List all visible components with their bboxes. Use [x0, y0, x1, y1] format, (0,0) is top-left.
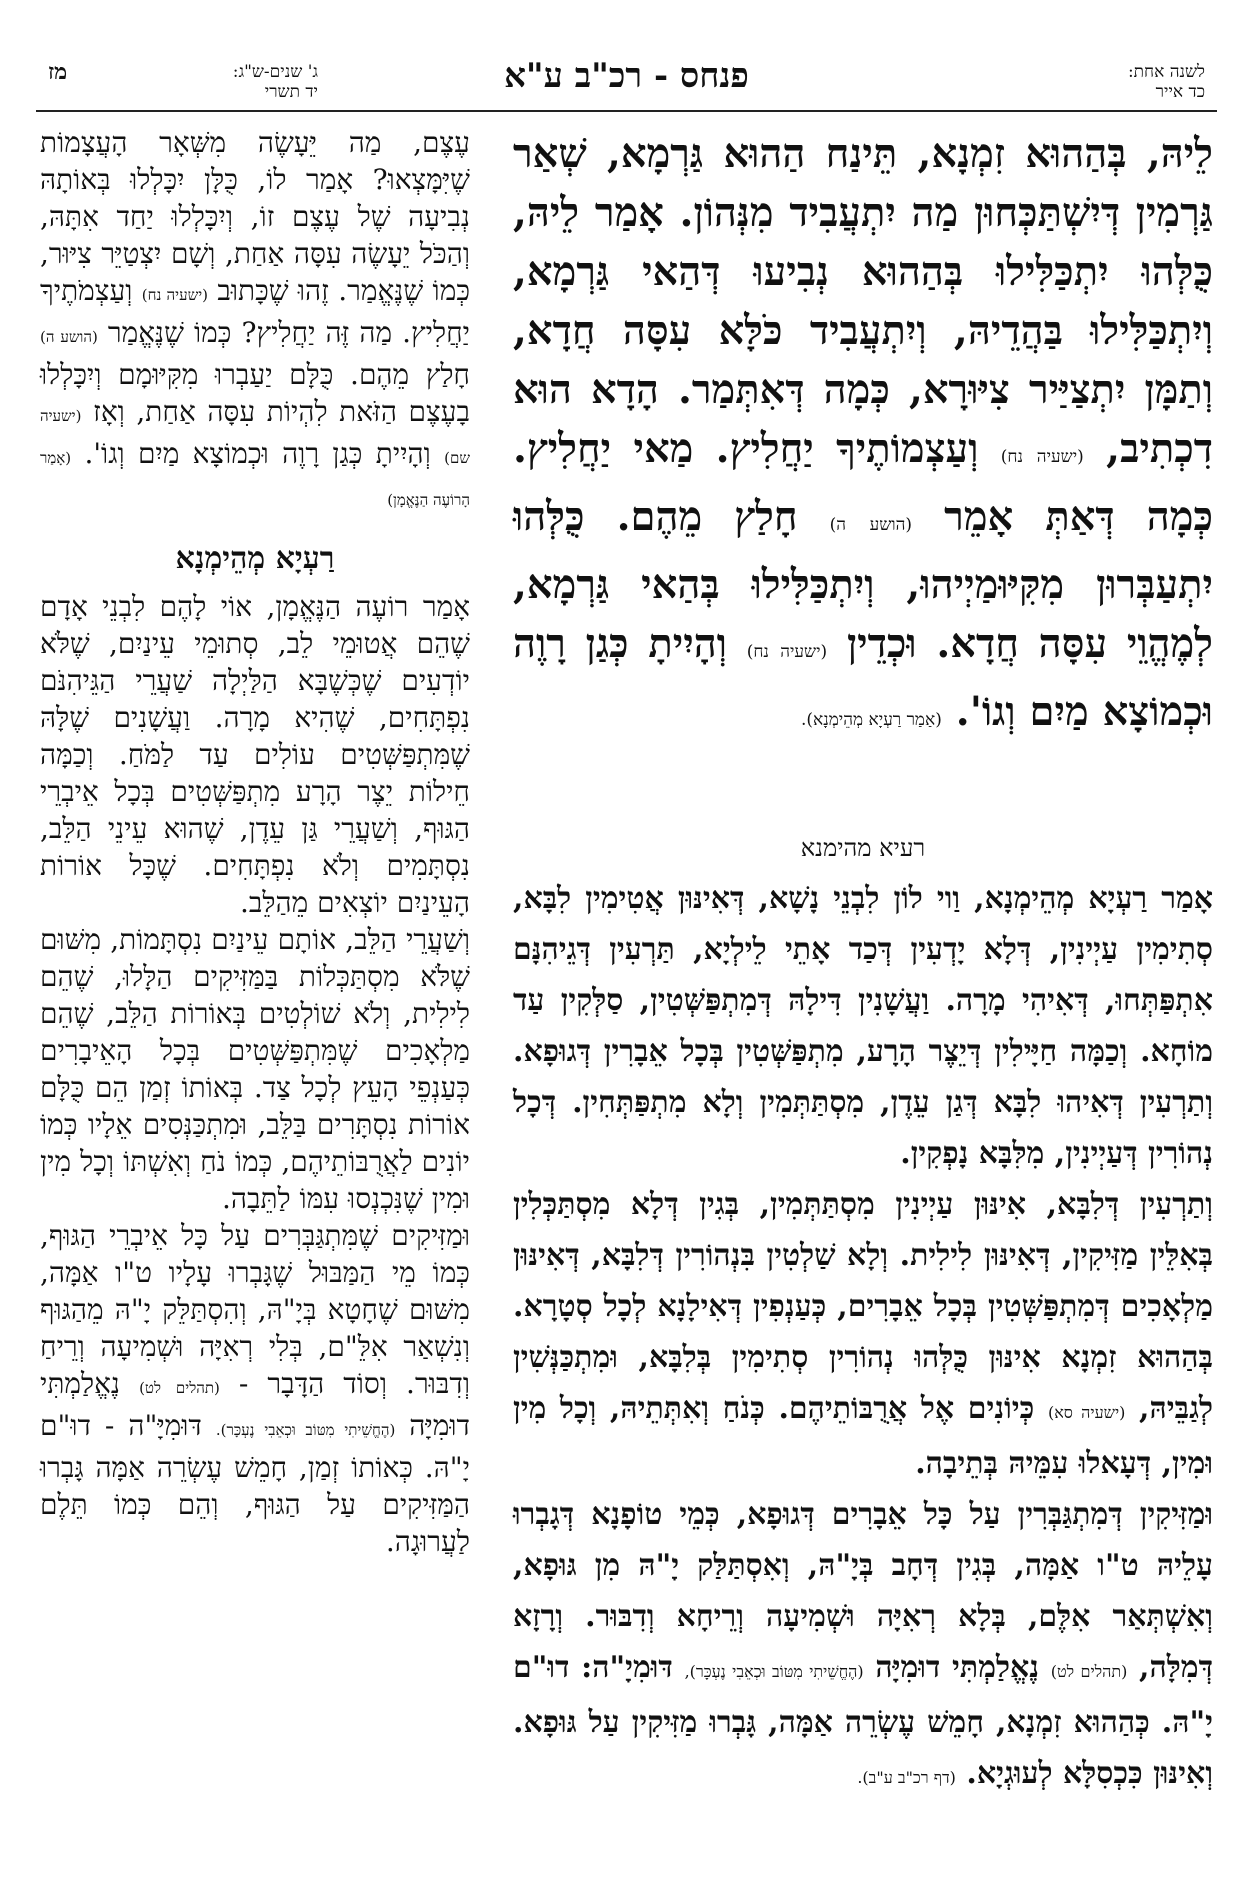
one-year-date: כד אייר [1155, 82, 1205, 102]
translation-paragraph-3: וְשַׁעֲרֵי הַלֵּב, אוֹתָם עֵינַיִם נִסְתָּמוֹת, מִשּׁוּם שֶׁלֹּא מִסְתַּכְּלוֹת בַּמַּזִּיקִים הַלָּלוּ, שֶׁהֵם לִילִית, וְלֹא שׁוֹלְטִים בְּאוֹרוֹת הַלֵּב, שֶׁהֵם מַלְאָכִים שֶׁמִּתְפַּשְּׁטִים בְּכָל הָאֵיבָרִים כְּעַנְפֵי הָעֵץ לְכָל צַד. בְּאוֹתוֹ זְמַן הֵם כֻּלָּם אוֹרוֹת נִסְתָּרִים בַּלֵּב, וּמִתְכַּנְּסִים אֵלָיו כְּמוֹ יוֹנִים לַאֲרֻבּוֹתֵיהֶם, כְּמוֹ נֹחַ וְאִשְׁתּוֹ וְכָל מִין וּמִין שֶׁנִּכְנְסוּ עִמּוֹ לַתֵּבָה. [40, 923, 470, 1215]
end-note: (אַמַר רַעְיָא מְהֵימְנָא). [800, 710, 942, 730]
one-year-label: לשנה אחת: [1127, 62, 1205, 82]
translation-end-note: (אָמַר הָרוֹעֶה הַנֶּאֱמָן) [40, 449, 470, 509]
ref-isaiah-61: (ישעיה סא) [1047, 1403, 1126, 1422]
translation-paragraph-2: אָמַר רוֹעֶה הַנֶּאֱמָן, אוֹי לָהֶם לִבְנֵי אָדָם שֶׁהֵם אֲטוּמֵי לֵב, סְתוּמֵי עֵינַיִם, שֶׁלֹּא יוֹדְעִים שֶׁכְּשֶׁבָּא הַלַּיְלָה שַׁעֲרֵי הַגֵּיהִנֹּם נִפְתָּחִים, שֶׁהִיא מָרָה. וַעֲשָׁנִים שֶׁלָּהּ שֶׁמִּתְפַּשְּׁטִים עוֹלִים עַד לַמֹּחַ. וְכַמָּה חֵילוֹת יֵצֶר הָרָע מִתְפַּשְּׁטִים בְּכָל אֵיבְרֵי הַגּוּף, וְשַׁעֲרֵי גַּן עֵדֶן, שֶׁהוּא עֵינֵי הַלֵּב, נִסְתָּמִים וְלֹא נִפְתָּחִים. שֶׁכָּל אוֹרוֹת הָעֵינַיִם יוֹצְאִים מֵהַלֵּב. [40, 590, 470, 919]
zohar-main-text [513, 124, 1213, 750]
translation-raaya-heading: רַעְיָא מְהֵימְנָא [175, 541, 335, 576]
translation-main [40, 124, 470, 519]
raaya-mehemna-text [513, 873, 1213, 1803]
ref-daf: (דף רכ"ב ע"ב). [857, 1768, 956, 1787]
translation-raaya-text [40, 588, 470, 1560]
page-number: מז [48, 59, 68, 85]
raaya-mehemna-heading: רעיא מהימנא [800, 834, 926, 862]
main-text-2: וְעַצְמוֹתֶיךָ יַחֲלִיץ. מַאי יַחֲלִיץ. כְּמָה דְּאַתְּ אָמֵר [513, 425, 1214, 540]
page-title: פנחס - רכ"ב ע"א [504, 56, 749, 96]
main-text-1: לֵיהּ, בְּהַהוּא זִמְנָא, תֵּינַח הַהוּא גַּרְמָא, שְׁאַר גַּרְמִין דְּיִשְׁתַּכְּחוּן מַה יִתְעֲבִיד מִנְּהוֹן. אָמַר לֵיהּ, כֻּלְּהוּ יִתְכַּלִּילוּ בְּהַהוּא נְבִיעוּ דְּהַאי גַּרְמָא, וְיִתְכַּלִּילוּ בַּהֲדֵיהּ, וְיִתְעֲבִיד כֹּלָּא עִסָּה חֲדָא, וְתַמָּן יִתְצַיַּיר צִיּוּרָא, כְּמָה דְּאִתְּמַר. הָדָא הוּא דִכְתִיב, [513, 130, 1214, 472]
ref-hosea-5: (הושע ה) [829, 515, 913, 535]
ref-isaiah-58b: (ישעיה נח) [746, 642, 828, 662]
rm-paragraph-3: וּמַזִּיקִין דְּמִתְגַּבְּרִין עַל כָּל אֵבָרִים דְּגוּפָא, כְּמֵי טוֹפָנָא דְּגָבְרוּ עָלֵיהּ ט"ו אַמָּה, בְּגִין דְּחָב בְּיָ"הּ, וְאִסְתַּלַּק יָ"הּ מִן גּוּפָא, וְאִשְׁתְּאַר אִלֶּם, בְּלָא רְאִיָּה וּשְׁמִיעָה וְרֵיחָא וְדִבּוּר. וְרָזָא דְּמִלָּה, (תהלים לט) נֶאֱלַמְתִּי דוּמִיָּה (הֶחֱשֵׁיתִי מִטּוֹב וּכְאֵבִי נֶעְכָּר), דּוּמִיָ"ה: דוּ"ם יָ"הּ. כְּהַהוּא זִמְנָא, חָמֵשׁ עֶשְׂרֵה אַמָּה, גָּבְרוּ מַזִּיקִין עַל גּוּפָא. וְאִינּוּן כִּכְסִלָּא לְעוּגְיָא. (דף רכ"ב ע"ב). [513, 1497, 1213, 1791]
ref-isaiah-58: (ישעיה נח) [1000, 447, 1084, 467]
main-text-3: חָלַץ מֵהֶם. כֻּלְּהוּ יִתְעַבְּרוּן מִקִּיּוּמַיְיהוּ, וְיִתְכַּלִּילוּ בְּהַאי גַּרְמָא, לְמֶהֱוֵי עִסָּה חֲדָא. וּכְדֵין [513, 493, 1213, 667]
rm-paragraph-2: וְתַרְעִין דְּלִבָּא, אִינּוּן עַיְינִין מִסְתַּתְּמִין, בְּגִין דְּלָא מִסְתַּכְּלִין בְּאִלֵּין מַזִּיקִין, דְּאִינּוּן לִילִית. וְלָא שַׁלְטִין בִּנְהוֹרִין דְּלִבָּא, דְּאִינּוּן מַלְאָכִים דְּמִתְפַּשְּׁטִין בְּכָל אֵבָרִים, כְּעַנְפִין דְּאִילָנָא לְכָל סְטָרָא. בְּהַהוּא זִמְנָא אִינּוּן כֻּלְּהוּ נְהוֹרִין סְתִימִין בְּלִבָּא, וּמִתְכַּנְּשִׁין לְגַבֵּיהּ, (ישעיה סא) כְּיוֹנִים אֶל אֲרֻבּוֹתֵיהֶם. כְּנֹחַ וְאִתְּתֵיהּ, וְכָל מִין וּמִין, דְּעָאלוּ עִמֵּיהּ בְּתֵיבָה. [513, 1187, 1214, 1481]
zohar-original-column [513, 124, 1213, 1803]
three-year-label: ג' שנים-ש"ג: [232, 62, 318, 82]
translation-paragraph-1: עֶצֶם, מַה יֵּעָשֶׂה מִשְּׁאָר הָעֲצָמוֹת שֶׁיִּמָּצְאוּ? אָמַר לוֹ, כֻּלָּן יִכָּלְלוּ בְּאוֹתָהּ נְבִיעָה שֶׁל עֶצֶם זוֹ, וְיִכָּלְלוּ יַחַד אִתָּהּ, וְהַכֹּל יֵעָשֶׂה עִסָּה אַחַת, וְשָׁם יִצְטַיֵּר צִיּוּר, כְּמוֹ שֶׁנֶּאֱמַר. זֶהוּ שֶׁכָּתוּב (ישעיה נח) וְעַצְמֹתֶיךָ יַחֲלִיץ. מַה זֶּה יַחֲלִיץ? כְּמוֹ שֶׁנֶּאֱמַר (הושע ה) חָלַץ מֵהֶם. כֻּלָּם יַעַבְרוּ מִקִּיּוּמָם וְיִכָּלְלוּ בָעֶצֶם הַזֹּאת לִהְיוֹת עִסָּה אַחַת, וְאָז (ישעיה שם) וְהָיִיתָ כְּגַן רָוֶה וּכְמוֹצָא מַיִם וְגוֹ'. (אָמַר הָרוֹעֶה הַנֶּאֱמָן) [40, 126, 470, 509]
translation-paragraph-4: וּמַזִּיקִים שֶׁמִּתְגַּבְּרִים עַל כָּל אֵיבְרֵי הַגּוּף, כְּמוֹ מֵי הַמַּבּוּל שֶׁגָּבְרוּ עָלָיו ט"ו אַמָּה, מִשּׁוּם שֶׁחָטָא בְּיָ"הּ, וְהִסְתַּלֵּק יָ"הּ מֵהַגּוּף וְנִשְׁאַר אִלֵּ"ם, בְּלִי רְאִיָּה וּשְׁמִיעָה וְרֵיחַ וְדִבּוּר. וְסוֹד הַדָּבָר - (תהלים לט) נֶאֱלַמְתִּי דוּמִיָּה (הֶחֱשֵׁיתִי מִטּוֹב וּכְאֵבִי נֶעְכָּר). דּוּמִיָּ"ה - דוּ"ם יָ"הּ. כְּאוֹתוֹ זְמַן, חָמֵשׁ עֶשְׂרֵה אַמָּה גָּבְרוּ הַמַּזִּיקִים עַל הַגּוּף, וְהֵם כְּמוֹ תֵּלֶם לַעֲרוּגָה. [40, 1219, 470, 1558]
hebrew-translation-column [40, 124, 470, 1560]
three-year-schedule [118, 62, 318, 102]
main-text-4: וְהָיִיתָ כְּגַן רָוֶה וּכְמוֹצָא מַיִם וְגוֹ'. [513, 620, 1213, 735]
header-divider [36, 110, 1217, 112]
three-year-date: יד תשרי [264, 82, 318, 102]
rm-paragraph-1: אָמַר רַעְיָא מְהֵימְנָא, וַוי לוֹן לִבְנֵי נָשָׁא, דְּאִינּוּן אֲטִימִין לִבָּא, סְתִימִין עַיְינִין, דְּלָא יָדְעִין דְּכַד אָתֵי לֵילְיָא, תַּרְעִין דְּגֵיהִנָּם אִתְפַּתְּחוּ, דְּאִיהִי מָרָה. וַעֲשָׁנִין דִּילָהּ דְּמִתְפַּשְּׁטִין, סַלְּקִין עַד מוֹחָא. וְכַמָּה חַיָּילִין דְּיֵצֶר הָרָע, מִתְפַּשְּׁטִין בְּכָל אֵבָרִין דְּגוּפָא. וְתַרְעִין דְּאִיהוּ לִבָּא דְּגַן עֵדֶן, מִסְתַּתְּמִין וְלָא מִתְפַּתְּחִין. דְּכָל נְהוֹרִין דְּעַיְינִין, מִלִּבָּא נָפְקִין. [513, 881, 1213, 1171]
page-header [40, 56, 1213, 116]
ref-psalms-39-quote: (הֶחֱשֵׁיתִי מִטּוֹב וּכְאֵבִי נֶעְכָּר), [684, 1662, 864, 1681]
ref-psalms-39: (תהלים לט) [1050, 1662, 1128, 1681]
